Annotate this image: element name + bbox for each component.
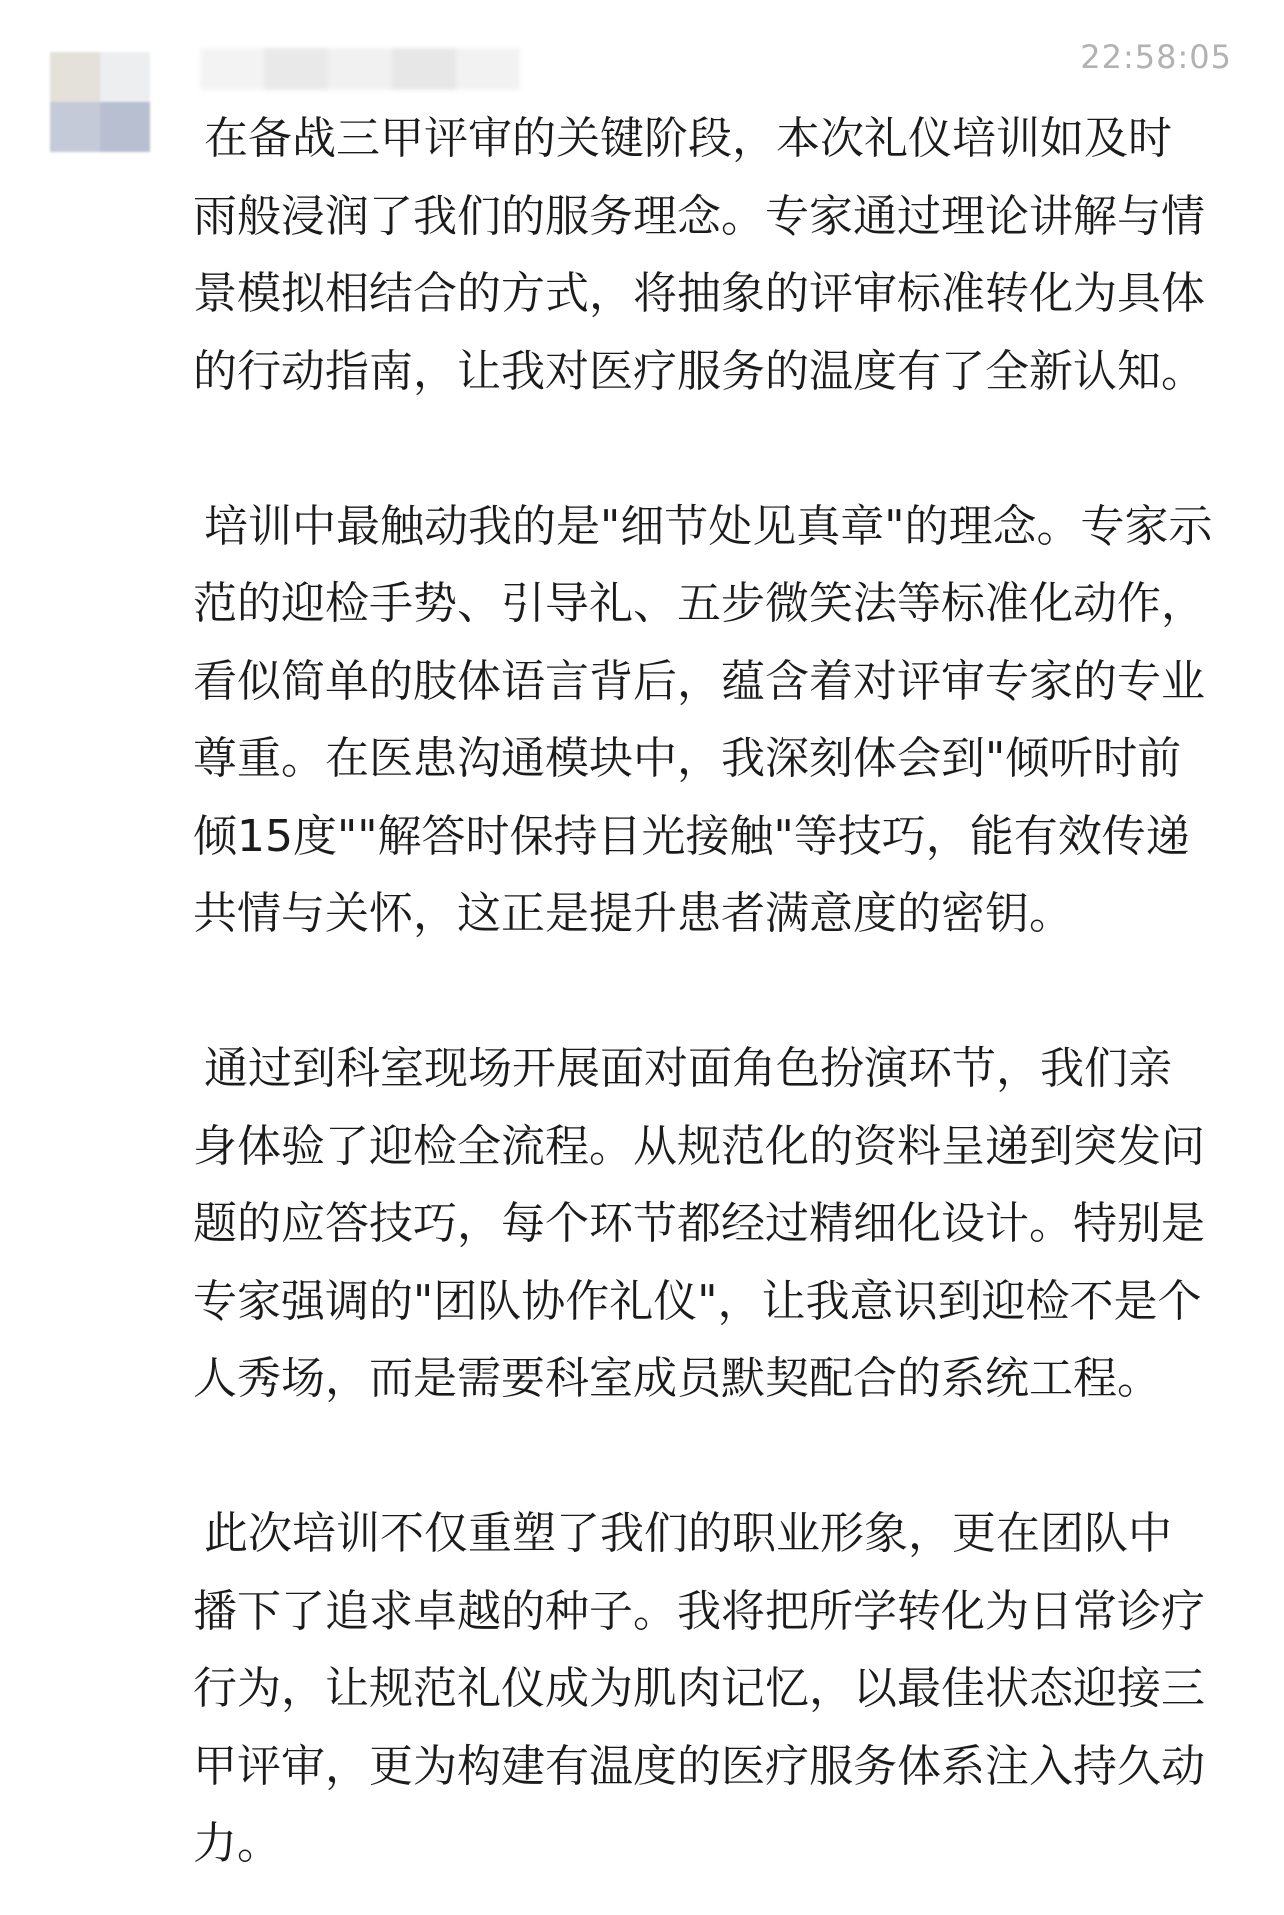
post-paragraph-2: 培训中最触动我的是"细节处见真章"的理念。专家示范的迎检手势、引导礼、五步微笑法等标准化动作，看似简单的肢体语言背后，蕴含着对评审专家的专业尊重。在医患沟通模块中，我深刻体会到"倾听时前倾15度""解答时保持目光接触"等技巧，能有效传递共情与关怀，这正是提升患者满意度的密钥。: [193, 500, 1213, 939]
avatar[interactable]: [50, 52, 150, 152]
post-paragraph-1: 在备战三甲评审的关键阶段，本次礼仪培训如及时雨般浸润了我们的服务理念。专家通过理论讲解与情景模拟相结合的方式，将抽象的评审标准转化为具体的行动指南，让我对医疗服务的温度有了全新认知。: [193, 113, 1205, 397]
post-body: [193, 100, 1213, 1883]
paragraph-spacer: [193, 1418, 1213, 1496]
paragraph-spacer: [193, 410, 1213, 488]
post-paragraph-3: 通过到科室现场开展面对面角色扮演环节，我们亲身体验了迎检全流程。从规范化的资料呈递到突发问题的应答技巧，每个环节都经过精细化设计。特别是专家强调的"团队协作礼仪"，让我意识到迎检不是个人秀场，而是需要科室成员默契配合的系统工程。: [193, 1043, 1205, 1404]
paragraph-spacer: [193, 953, 1213, 1031]
post-timestamp: 22:58:05: [1080, 38, 1232, 76]
nickname-blurred[interactable]: [200, 48, 520, 90]
post-paragraph-4: 此次培训不仅重塑了我们的职业形象，更在团队中播下了追求卓越的种子。我将把所学转化为日常诊疗行为，让规范礼仪成为肌肉记忆，以最佳状态迎接三甲评审，更为构建有温度的医疗服务体系注入持久动力。: [193, 1508, 1205, 1869]
